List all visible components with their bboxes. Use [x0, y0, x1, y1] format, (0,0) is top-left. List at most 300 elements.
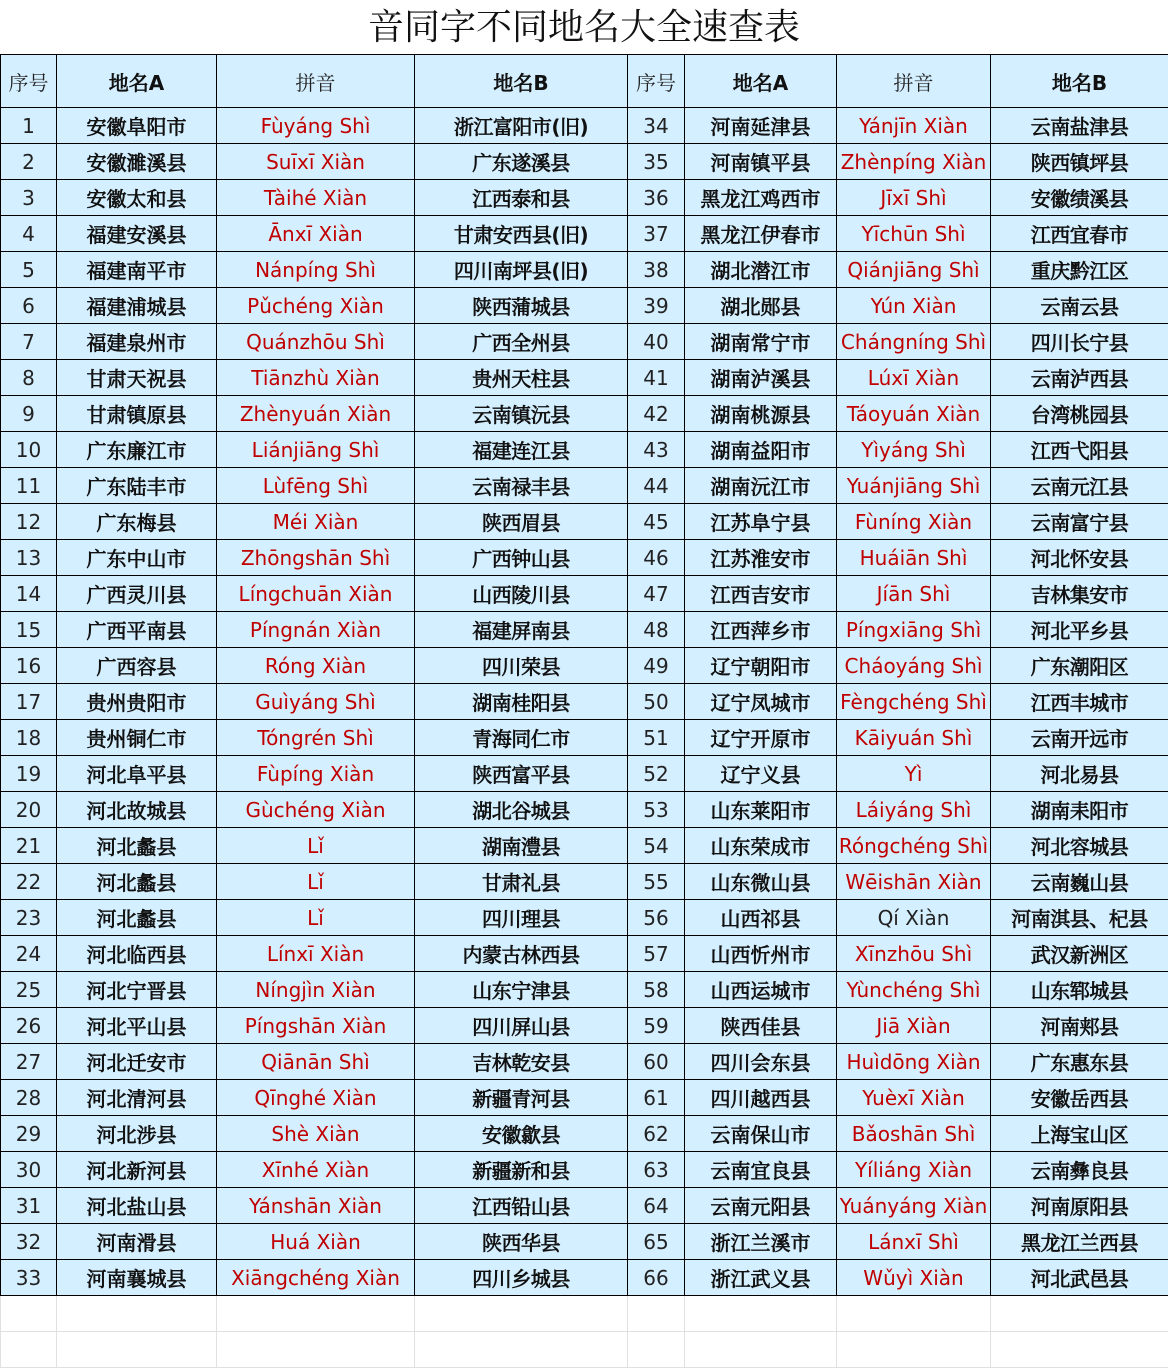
table-row — [1, 864, 1168, 900]
seq-left: 23 — [1, 900, 57, 936]
place-b-left: 山东宁津县 — [415, 972, 628, 1008]
pinyin-left: Qiānān Shì — [217, 1044, 415, 1080]
place-a-right: 云南元阳县 — [685, 1188, 837, 1224]
pinyin-left: Róng Xiàn — [217, 648, 415, 684]
place-a-right: 辽宁凤城市 — [685, 684, 837, 720]
place-b-right: 河南原阳县 — [991, 1188, 1168, 1224]
place-b-right: 云南泸西县 — [991, 360, 1168, 396]
place-a-left: 广东陆丰市 — [57, 468, 217, 504]
pinyin-left: Suīxī Xiàn — [217, 144, 415, 180]
pinyin-right: Kāiyuán Shì — [837, 720, 991, 756]
pinyin-right: Róngchéng Shì — [837, 828, 991, 864]
place-b-left: 安徽歙县 — [415, 1116, 628, 1152]
place-a-right: 江苏阜宁县 — [685, 504, 837, 540]
place-b-right: 云南云县 — [991, 288, 1168, 324]
header-name-a-2: 地名A — [685, 55, 837, 108]
place-b-right: 安徽岳西县 — [991, 1080, 1168, 1116]
place-a-left: 广东梅县 — [57, 504, 217, 540]
empty-cell — [57, 1332, 217, 1368]
pinyin-left: Guìyáng Shì — [217, 684, 415, 720]
place-a-right: 湖北郧县 — [685, 288, 837, 324]
seq-left: 9 — [1, 396, 57, 432]
place-b-left: 四川屏山县 — [415, 1008, 628, 1044]
place-a-right: 四川会东县 — [685, 1044, 837, 1080]
pinyin-right: Cháoyáng Shì — [837, 648, 991, 684]
place-a-right: 湖南益阳市 — [685, 432, 837, 468]
seq-left: 31 — [1, 1188, 57, 1224]
table-row — [1, 756, 1168, 792]
place-a-right: 山东荣成市 — [685, 828, 837, 864]
pinyin-right: Fùníng Xiàn — [837, 504, 991, 540]
place-b-right: 河北易县 — [991, 756, 1168, 792]
empty-cell — [837, 1296, 991, 1332]
place-b-left: 四川荣县 — [415, 648, 628, 684]
seq-left: 12 — [1, 504, 57, 540]
seq-left: 15 — [1, 612, 57, 648]
seq-right: 57 — [628, 936, 685, 972]
seq-left: 22 — [1, 864, 57, 900]
empty-cell — [991, 1332, 1168, 1368]
seq-left: 33 — [1, 1260, 57, 1296]
pinyin-right: Chángníng Shì — [837, 324, 991, 360]
seq-right: 35 — [628, 144, 685, 180]
pinyin-left: Línxī Xiàn — [217, 936, 415, 972]
place-b-left: 甘肃礼县 — [415, 864, 628, 900]
pinyin-right: Píngxiāng Shì — [837, 612, 991, 648]
place-b-left: 贵州天柱县 — [415, 360, 628, 396]
place-b-right: 云南开远市 — [991, 720, 1168, 756]
place-a-right: 河南镇平县 — [685, 144, 837, 180]
place-a-right: 湖北潜江市 — [685, 252, 837, 288]
place-b-left: 福建屏南县 — [415, 612, 628, 648]
pinyin-right: Lúxī Xiàn — [837, 360, 991, 396]
seq-right: 45 — [628, 504, 685, 540]
lookup-table — [0, 54, 1168, 1368]
place-a-left: 贵州贵阳市 — [57, 684, 217, 720]
place-b-right: 上海宝山区 — [991, 1116, 1168, 1152]
pinyin-left: Xiāngchéng Xiàn — [217, 1260, 415, 1296]
pinyin-right: Jīxī Shì — [837, 180, 991, 216]
place-b-right: 黑龙江兰西县 — [991, 1224, 1168, 1260]
pinyin-left: Gùchéng Xiàn — [217, 792, 415, 828]
place-b-right: 河北平乡县 — [991, 612, 1168, 648]
seq-left: 14 — [1, 576, 57, 612]
seq-left: 29 — [1, 1116, 57, 1152]
empty-cell — [415, 1296, 628, 1332]
place-a-right: 浙江武义县 — [685, 1260, 837, 1296]
seq-right: 59 — [628, 1008, 685, 1044]
header-name-b-2: 地名B — [991, 55, 1168, 108]
seq-right: 55 — [628, 864, 685, 900]
place-a-right: 江西吉安市 — [685, 576, 837, 612]
pinyin-left: Fùpíng Xiàn — [217, 756, 415, 792]
place-a-left: 广西平南县 — [57, 612, 217, 648]
place-a-left: 河北宁晋县 — [57, 972, 217, 1008]
pinyin-right: Wēishān Xiàn — [837, 864, 991, 900]
empty-row — [1, 1332, 1168, 1368]
pinyin-right: Yánjīn Xiàn — [837, 108, 991, 144]
pinyin-left: Zhènyuán Xiàn — [217, 396, 415, 432]
place-a-left: 福建南平市 — [57, 252, 217, 288]
seq-right: 60 — [628, 1044, 685, 1080]
place-a-right: 山东微山县 — [685, 864, 837, 900]
place-b-left: 福建连江县 — [415, 432, 628, 468]
empty-cell — [685, 1296, 837, 1332]
place-b-left: 新疆青河县 — [415, 1080, 628, 1116]
seq-right: 52 — [628, 756, 685, 792]
pinyin-right: Yùnchéng Shì — [837, 972, 991, 1008]
table-row — [1, 900, 1168, 936]
pinyin-right: Qiánjiāng Shì — [837, 252, 991, 288]
place-a-left: 河北蠡县 — [57, 900, 217, 936]
pinyin-right: Bǎoshān Shì — [837, 1116, 991, 1152]
seq-left: 28 — [1, 1080, 57, 1116]
table-row — [1, 1260, 1168, 1296]
header-pinyin-2: 拼音 — [837, 55, 991, 108]
table-row — [1, 108, 1168, 144]
pinyin-left: Tóngrén Shì — [217, 720, 415, 756]
pinyin-left: Xīnhé Xiàn — [217, 1152, 415, 1188]
pinyin-right: Huáiān Shì — [837, 540, 991, 576]
place-b-right: 江西丰城市 — [991, 684, 1168, 720]
place-b-right: 河北容城县 — [991, 828, 1168, 864]
seq-left: 30 — [1, 1152, 57, 1188]
table-row — [1, 1116, 1168, 1152]
empty-cell — [415, 1332, 628, 1368]
empty-cell — [1, 1296, 57, 1332]
place-a-left: 广东中山市 — [57, 540, 217, 576]
table-row — [1, 216, 1168, 252]
place-a-right: 山西运城市 — [685, 972, 837, 1008]
empty-cell — [57, 1296, 217, 1332]
table-row — [1, 612, 1168, 648]
seq-right: 58 — [628, 972, 685, 1008]
seq-right: 61 — [628, 1080, 685, 1116]
place-b-right: 广东潮阳区 — [991, 648, 1168, 684]
table-row — [1, 540, 1168, 576]
place-b-left: 湖南桂阳县 — [415, 684, 628, 720]
place-b-left: 四川理县 — [415, 900, 628, 936]
header-pinyin: 拼音 — [217, 55, 415, 108]
place-a-left: 河北迁安市 — [57, 1044, 217, 1080]
place-a-left: 河北涉县 — [57, 1116, 217, 1152]
place-a-left: 广东廉江市 — [57, 432, 217, 468]
place-a-left: 甘肃天祝县 — [57, 360, 217, 396]
pinyin-right: Jiā Xiàn — [837, 1008, 991, 1044]
seq-left: 20 — [1, 792, 57, 828]
place-b-right: 云南富宁县 — [991, 504, 1168, 540]
table-row — [1, 468, 1168, 504]
seq-right: 64 — [628, 1188, 685, 1224]
seq-left: 4 — [1, 216, 57, 252]
table-row — [1, 720, 1168, 756]
pinyin-left: Ānxī Xiàn — [217, 216, 415, 252]
seq-right: 47 — [628, 576, 685, 612]
table-row — [1, 252, 1168, 288]
place-a-left: 贵州铜仁市 — [57, 720, 217, 756]
pinyin-left: Fùyáng Shì — [217, 108, 415, 144]
table-row — [1, 1188, 1168, 1224]
seq-left: 19 — [1, 756, 57, 792]
table-row — [1, 288, 1168, 324]
header-name-b: 地名B — [415, 55, 628, 108]
pinyin-right: Lánxī Shì — [837, 1224, 991, 1260]
seq-left: 2 — [1, 144, 57, 180]
seq-left: 10 — [1, 432, 57, 468]
seq-right: 66 — [628, 1260, 685, 1296]
place-a-left: 广西灵川县 — [57, 576, 217, 612]
pinyin-left: Lùfēng Shì — [217, 468, 415, 504]
place-a-right: 山东莱阳市 — [685, 792, 837, 828]
place-a-left: 河南襄城县 — [57, 1260, 217, 1296]
table-row — [1, 972, 1168, 1008]
pinyin-right: Yìyáng Shì — [837, 432, 991, 468]
table-row — [1, 936, 1168, 972]
place-a-left: 河北临西县 — [57, 936, 217, 972]
place-b-right: 江西宜春市 — [991, 216, 1168, 252]
seq-right: 43 — [628, 432, 685, 468]
place-b-right: 台湾桃园县 — [991, 396, 1168, 432]
seq-right: 40 — [628, 324, 685, 360]
pinyin-right: Zhènpíng Xiàn — [837, 144, 991, 180]
seq-right: 44 — [628, 468, 685, 504]
pinyin-left: Lǐ — [217, 900, 415, 936]
seq-left: 18 — [1, 720, 57, 756]
place-b-right: 江西弋阳县 — [991, 432, 1168, 468]
place-a-left: 河北平山县 — [57, 1008, 217, 1044]
table-row — [1, 504, 1168, 540]
seq-right: 39 — [628, 288, 685, 324]
place-a-right: 山西祁县 — [685, 900, 837, 936]
place-b-left: 四川南坪县(旧) — [415, 252, 628, 288]
seq-left: 21 — [1, 828, 57, 864]
pinyin-right: Jíān Shì — [837, 576, 991, 612]
table-row — [1, 396, 1168, 432]
place-a-right: 四川越西县 — [685, 1080, 837, 1116]
table-row — [1, 432, 1168, 468]
table-row — [1, 648, 1168, 684]
place-a-right: 江苏淮安市 — [685, 540, 837, 576]
seq-left: 5 — [1, 252, 57, 288]
place-a-left: 安徽濉溪县 — [57, 144, 217, 180]
place-a-left: 广西容县 — [57, 648, 217, 684]
empty-cell — [685, 1332, 837, 1368]
seq-right: 51 — [628, 720, 685, 756]
pinyin-right: Táoyuán Xiàn — [837, 396, 991, 432]
place-b-right: 吉林集安市 — [991, 576, 1168, 612]
pinyin-right: Fèngchéng Shì — [837, 684, 991, 720]
seq-left: 32 — [1, 1224, 57, 1260]
seq-right: 37 — [628, 216, 685, 252]
table-row — [1, 324, 1168, 360]
place-a-right: 山西忻州市 — [685, 936, 837, 972]
place-b-right: 云南盐津县 — [991, 108, 1168, 144]
pinyin-left: Shè Xiàn — [217, 1116, 415, 1152]
place-a-right: 辽宁义县 — [685, 756, 837, 792]
pinyin-left: Méi Xiàn — [217, 504, 415, 540]
place-a-right: 辽宁开原市 — [685, 720, 837, 756]
place-a-left: 河北蠡县 — [57, 864, 217, 900]
pinyin-right: Yíliáng Xiàn — [837, 1152, 991, 1188]
pinyin-right: Yún Xiàn — [837, 288, 991, 324]
empty-cell — [628, 1296, 685, 1332]
seq-right: 65 — [628, 1224, 685, 1260]
place-b-left: 江西泰和县 — [415, 180, 628, 216]
place-b-left: 陕西富平县 — [415, 756, 628, 792]
place-b-left: 山西陵川县 — [415, 576, 628, 612]
pinyin-left: Quánzhōu Shì — [217, 324, 415, 360]
place-b-left: 吉林乾安县 — [415, 1044, 628, 1080]
place-a-right: 江西萍乡市 — [685, 612, 837, 648]
table-row — [1, 180, 1168, 216]
place-b-right: 武汉新洲区 — [991, 936, 1168, 972]
pinyin-right: Yuánjiāng Shì — [837, 468, 991, 504]
place-a-left: 河北盐山县 — [57, 1188, 217, 1224]
table-row — [1, 1008, 1168, 1044]
place-a-right: 湖南常宁市 — [685, 324, 837, 360]
pinyin-left: Níngjìn Xiàn — [217, 972, 415, 1008]
seq-left: 1 — [1, 108, 57, 144]
place-a-right: 湖南泸溪县 — [685, 360, 837, 396]
seq-left: 11 — [1, 468, 57, 504]
place-b-right: 云南元江县 — [991, 468, 1168, 504]
seq-left: 17 — [1, 684, 57, 720]
place-b-left: 陕西眉县 — [415, 504, 628, 540]
place-a-left: 河北阜平县 — [57, 756, 217, 792]
seq-right: 42 — [628, 396, 685, 432]
place-b-left: 云南镇沅县 — [415, 396, 628, 432]
place-b-left: 广西全州县 — [415, 324, 628, 360]
table-row — [1, 144, 1168, 180]
pinyin-right: Qí Xiàn — [837, 900, 991, 936]
place-b-right: 陕西镇坪县 — [991, 144, 1168, 180]
place-b-right: 河北怀安县 — [991, 540, 1168, 576]
pinyin-left: Píngshān Xiàn — [217, 1008, 415, 1044]
place-a-left: 福建安溪县 — [57, 216, 217, 252]
place-a-right: 湖南沅江市 — [685, 468, 837, 504]
empty-cell — [1, 1332, 57, 1368]
place-b-right: 山东郓城县 — [991, 972, 1168, 1008]
place-a-right: 辽宁朝阳市 — [685, 648, 837, 684]
place-b-right: 重庆黔江区 — [991, 252, 1168, 288]
pinyin-right: Láiyáng Shì — [837, 792, 991, 828]
place-a-left: 福建浦城县 — [57, 288, 217, 324]
place-a-right: 浙江兰溪市 — [685, 1224, 837, 1260]
place-b-left: 陕西蒲城县 — [415, 288, 628, 324]
place-b-left: 内蒙古林西县 — [415, 936, 628, 972]
place-b-left: 广西钟山县 — [415, 540, 628, 576]
pinyin-left: Liánjiāng Shì — [217, 432, 415, 468]
empty-row — [1, 1296, 1168, 1332]
pinyin-left: Huá Xiàn — [217, 1224, 415, 1260]
place-a-left: 河北清河县 — [57, 1080, 217, 1116]
seq-right: 34 — [628, 108, 685, 144]
seq-left: 25 — [1, 972, 57, 1008]
place-a-left: 安徽太和县 — [57, 180, 217, 216]
place-b-left: 青海同仁市 — [415, 720, 628, 756]
table-row — [1, 576, 1168, 612]
seq-left: 24 — [1, 936, 57, 972]
place-a-right: 黑龙江伊春市 — [685, 216, 837, 252]
place-b-right: 河北武邑县 — [991, 1260, 1168, 1296]
seq-left: 7 — [1, 324, 57, 360]
seq-right: 49 — [628, 648, 685, 684]
pinyin-right: Huìdōng Xiàn — [837, 1044, 991, 1080]
place-b-right: 安徽绩溪县 — [991, 180, 1168, 216]
seq-right: 53 — [628, 792, 685, 828]
place-b-right: 湖南耒阳市 — [991, 792, 1168, 828]
table-row — [1, 1080, 1168, 1116]
seq-left: 6 — [1, 288, 57, 324]
place-b-right: 云南彝良县 — [991, 1152, 1168, 1188]
place-a-left: 河北新河县 — [57, 1152, 217, 1188]
seq-right: 46 — [628, 540, 685, 576]
place-b-left: 广东遂溪县 — [415, 144, 628, 180]
place-b-left: 陕西华县 — [415, 1224, 628, 1260]
pinyin-left: Tiānzhù Xiàn — [217, 360, 415, 396]
header-name-a: 地名A — [57, 55, 217, 108]
pinyin-left: Tàihé Xiàn — [217, 180, 415, 216]
table-row — [1, 828, 1168, 864]
table-row — [1, 1044, 1168, 1080]
header-seq-2: 序号 — [628, 55, 685, 108]
empty-cell — [837, 1332, 991, 1368]
place-b-left: 云南禄丰县 — [415, 468, 628, 504]
pinyin-right: Wǔyì Xiàn — [837, 1260, 991, 1296]
pinyin-left: Pǔchéng Xiàn — [217, 288, 415, 324]
seq-right: 36 — [628, 180, 685, 216]
place-a-left: 甘肃镇原县 — [57, 396, 217, 432]
pinyin-right: Yuányáng Xiàn — [837, 1188, 991, 1224]
place-a-left: 河北蠡县 — [57, 828, 217, 864]
seq-left: 27 — [1, 1044, 57, 1080]
table-row — [1, 792, 1168, 828]
seq-right: 48 — [628, 612, 685, 648]
pinyin-left: Língchuān Xiàn — [217, 576, 415, 612]
seq-left: 3 — [1, 180, 57, 216]
seq-left: 13 — [1, 540, 57, 576]
table-row — [1, 1224, 1168, 1260]
pinyin-left: Zhōngshān Shì — [217, 540, 415, 576]
place-a-left: 安徽阜阳市 — [57, 108, 217, 144]
seq-right: 41 — [628, 360, 685, 396]
place-b-left: 四川乡城县 — [415, 1260, 628, 1296]
place-a-right: 云南保山市 — [685, 1116, 837, 1152]
pinyin-left: Lǐ — [217, 828, 415, 864]
pinyin-right: Yì — [837, 756, 991, 792]
empty-cell — [217, 1296, 415, 1332]
place-b-left: 湖南澧县 — [415, 828, 628, 864]
place-b-left: 甘肃安西县(旧) — [415, 216, 628, 252]
table-row — [1, 360, 1168, 396]
seq-right: 62 — [628, 1116, 685, 1152]
place-b-left: 湖北谷城县 — [415, 792, 628, 828]
place-b-left: 江西铅山县 — [415, 1188, 628, 1224]
table-row — [1, 1152, 1168, 1188]
seq-left: 8 — [1, 360, 57, 396]
seq-right: 63 — [628, 1152, 685, 1188]
place-b-right: 河南郏县 — [991, 1008, 1168, 1044]
pinyin-left: Nánpíng Shì — [217, 252, 415, 288]
pinyin-right: Xīnzhōu Shì — [837, 936, 991, 972]
pinyin-left: Lǐ — [217, 864, 415, 900]
seq-right: 50 — [628, 684, 685, 720]
header-seq: 序号 — [1, 55, 57, 108]
place-a-right: 湖南桃源县 — [685, 396, 837, 432]
empty-cell — [217, 1332, 415, 1368]
seq-right: 56 — [628, 900, 685, 936]
pinyin-right: Yīchūn Shì — [837, 216, 991, 252]
